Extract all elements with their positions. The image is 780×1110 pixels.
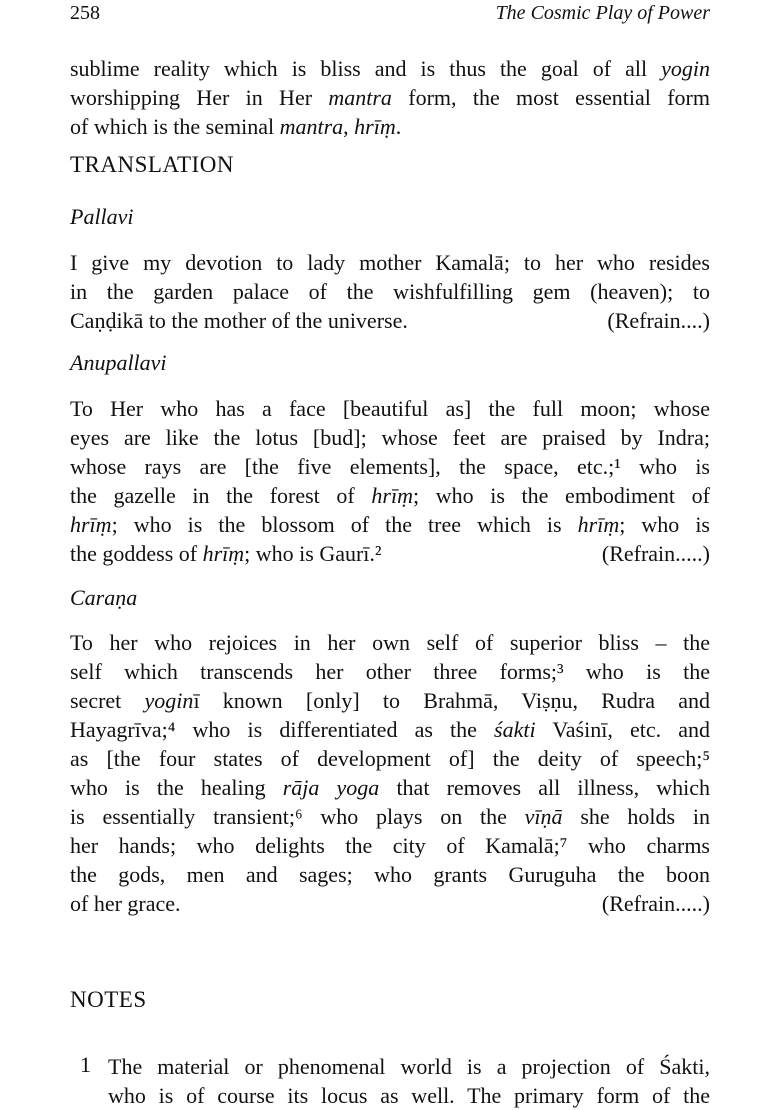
text-segment: the goddess of hrīṃ; who is Gaurī.² (70, 541, 382, 566)
text-line-with-refrain (70, 889, 710, 918)
text-line: eyes are like the lotus [bud]; whose feet are praised by Indra; (70, 425, 710, 450)
text-line: hrīṃ; who is the blossom of the tree which is hrīṃ; who is (70, 512, 710, 537)
text-line: Hayagrīva;⁴ who is differentiated as the śakti Vaśinī, etc. and (70, 717, 710, 742)
text-line: is essentially transient;⁶ who plays on the vīṇā she holds in (70, 804, 710, 829)
carana-paragraph (70, 628, 710, 918)
text-line: as [the four states of development of] the deity of speech;⁵ (70, 746, 710, 771)
text-segment: Caṇḍikā to the mother of the universe. (70, 308, 408, 333)
text-line: To Her who has a face [beautiful as] the full moon; whose (70, 396, 710, 421)
text-segment: of her grace. (70, 891, 181, 916)
text-line: secret yoginī known [only] to Brahmā, Viṣṇu, Rudra and (70, 688, 711, 713)
running-title: The Cosmic Play of Power (495, 2, 710, 24)
text-line: the gods, men and sages; who grants Guruguha the boon (70, 862, 710, 887)
text-line: sublime reality which is bliss and is thus the goal of all yogin (70, 56, 710, 81)
text-line-with-refrain (70, 306, 710, 335)
note-body (108, 1052, 710, 1110)
refrain-marker: (Refrain....) (607, 308, 710, 333)
refrain-marker: (Refrain.....) (601, 541, 710, 566)
text-line: of which is the seminal mantra, hrīṃ. (70, 114, 402, 139)
text-line: The material or phenomenal world is a projection of Śakti, (108, 1054, 710, 1079)
text-line: who is the healing rāja yoga that removes all illness, which (70, 775, 710, 800)
page-header (70, 0, 710, 26)
pallavi-title: Pallavi (70, 204, 134, 229)
pallavi-paragraph (70, 248, 710, 335)
text-line-with-refrain (70, 539, 710, 568)
text-line: her hands; who delights the city of Kamalā;⁷ who charms (70, 833, 710, 858)
text-line: the gazelle in the forest of hrīṃ; who is the embodiment of (70, 483, 710, 508)
text-line: I give my devotion to lady mother Kamalā; to her who resides (70, 250, 710, 275)
text-line: To her who rejoices in her own self of superior bliss – the (70, 630, 710, 655)
notes-heading: NOTES (70, 987, 147, 1012)
refrain-marker: (Refrain.....) (601, 891, 710, 916)
note-number: 1 (80, 1052, 91, 1077)
text-line: who is of course its locus as well. The primary form of the (108, 1083, 710, 1108)
text-line: worshipping Her in Her mantra form, the most essential form (70, 85, 710, 110)
note-item (80, 1052, 710, 1110)
carana-title: Caraṇa (70, 585, 138, 610)
anupallavi-title: Anupallavi (70, 350, 167, 375)
anupallavi-paragraph (70, 394, 710, 568)
intro-paragraph (70, 54, 710, 141)
text-line: whose rays are [the five elements], the space, etc.;¹ who is (70, 454, 710, 479)
text-line: in the garden palace of the wishfulfilling gem (heaven); to (70, 279, 710, 304)
translation-heading: TRANSLATION (70, 152, 234, 177)
text-line: self which transcends her other three forms;³ who is the (70, 659, 710, 684)
page-number: 258 (70, 2, 100, 24)
